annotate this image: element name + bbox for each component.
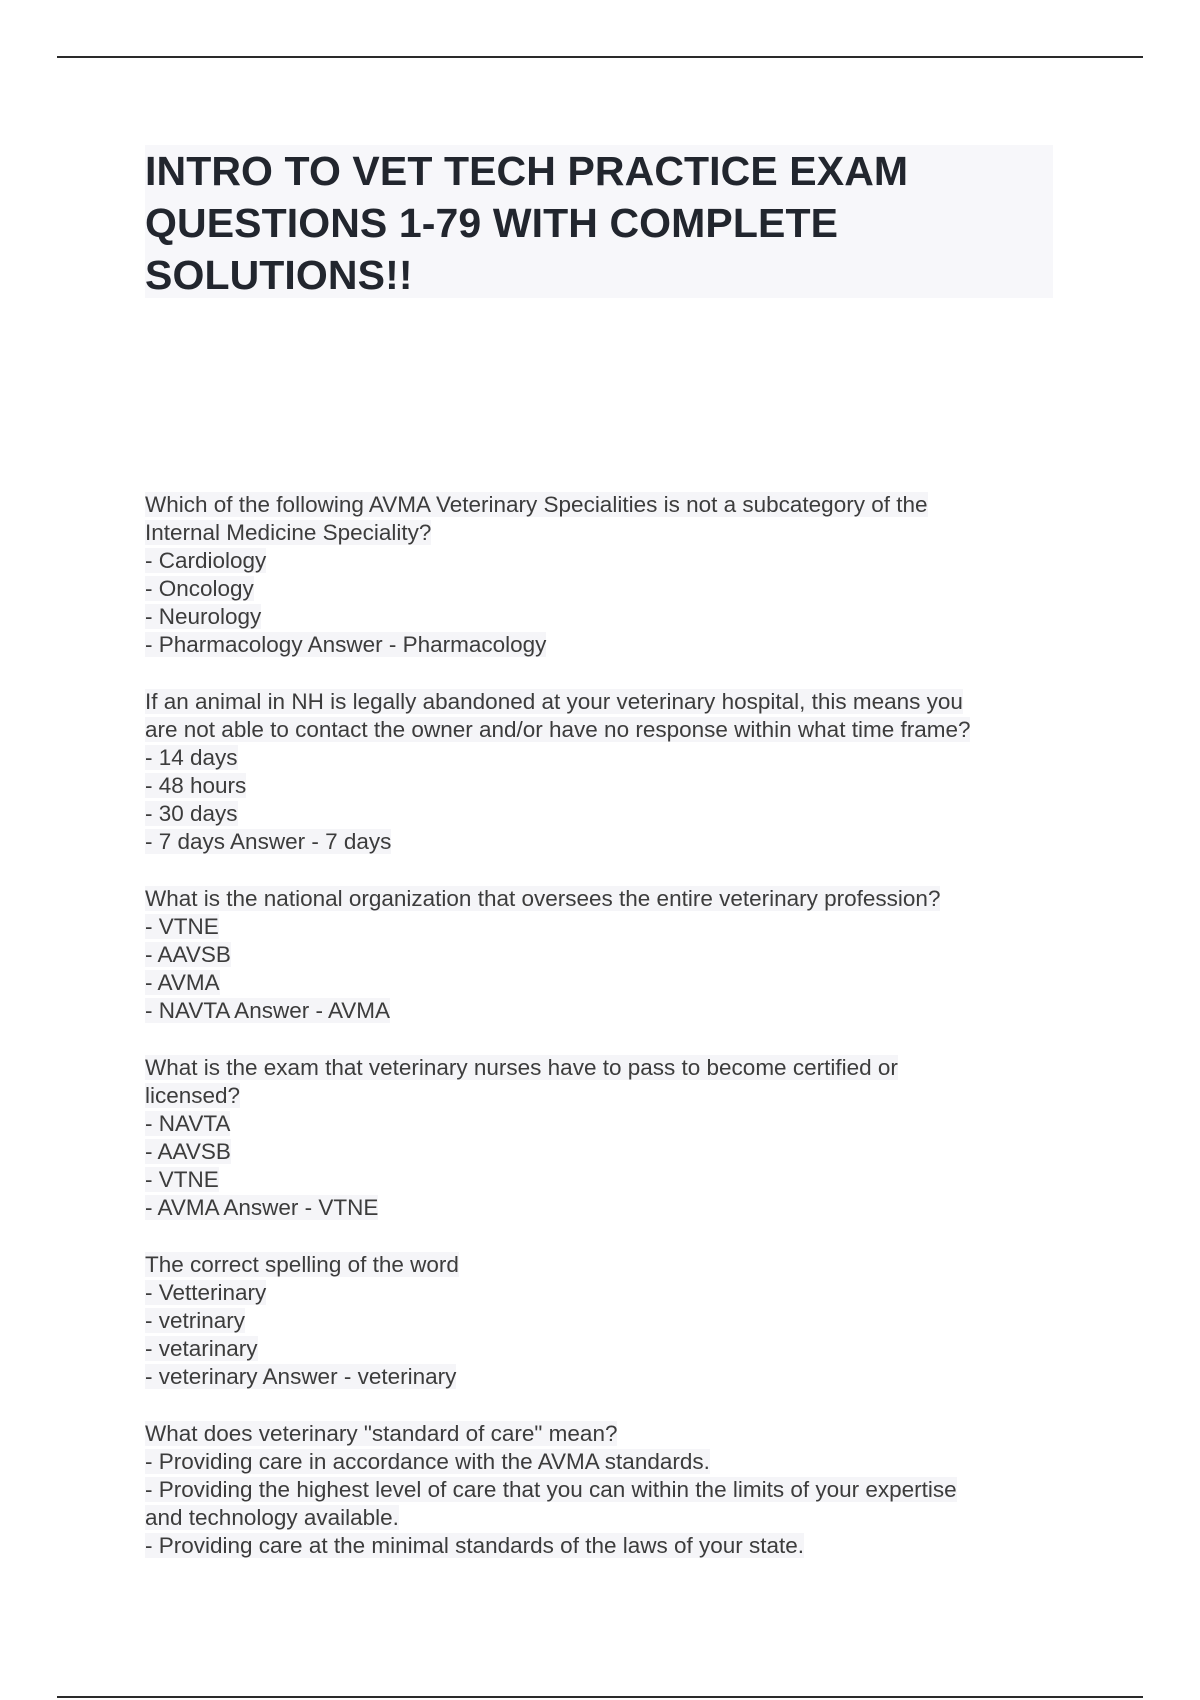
title-line: INTRO TO VET TECH PRACTICE EXAM: [145, 148, 909, 194]
answer-option: - AVMA Answer - VTNE: [145, 1195, 379, 1220]
question-text: What is the exam that veterinary nurses have to pass to become certified or: [145, 1055, 898, 1080]
answer-option: - NAVTA: [145, 1111, 231, 1136]
document-title: [145, 145, 1053, 301]
answer-option: - 7 days Answer - 7 days: [145, 829, 392, 854]
question-text: The correct spelling of the word: [145, 1252, 459, 1277]
question-block: [145, 1054, 1145, 1222]
answer-option: - Pharmacology Answer - Pharmacology: [145, 632, 547, 657]
question-block: [145, 885, 1145, 1025]
answer-option: - 14 days: [145, 745, 238, 770]
answer-option: - Vetterinary: [145, 1280, 267, 1305]
title-line: QUESTIONS 1-79 WITH COMPLETE: [145, 200, 839, 246]
answer-option: - Providing care in accordance with the AVMA standards.: [145, 1449, 710, 1474]
question-block: [145, 1420, 1145, 1560]
question-block: [145, 688, 1145, 856]
answer-option: - veterinary Answer - veterinary: [145, 1364, 457, 1389]
question-text: What does veterinary "standard of care" mean?: [145, 1421, 618, 1446]
answer-option: - VTNE: [145, 914, 219, 939]
answer-option: - 30 days: [145, 801, 238, 826]
questions-list: [145, 491, 1145, 1589]
question-text: Internal Medicine Speciality?: [145, 520, 432, 545]
answer-option: - Providing the highest level of care that you can within the limits of your expertise: [145, 1477, 957, 1502]
top-rule: [57, 56, 1143, 58]
bottom-rule: [57, 1696, 1143, 1698]
answer-option: - vetarinary: [145, 1336, 258, 1361]
answer-option: and technology available.: [145, 1505, 399, 1530]
question-block: [145, 1251, 1145, 1391]
answer-option: - VTNE: [145, 1167, 219, 1192]
answer-option: - 48 hours: [145, 773, 247, 798]
title-line: SOLUTIONS!!: [145, 252, 413, 298]
answer-option: - vetrinary: [145, 1308, 246, 1333]
answer-option: - NAVTA Answer - AVMA: [145, 998, 391, 1023]
question-text: Which of the following AVMA Veterinary Specialities is not a subcategory of the: [145, 492, 928, 517]
answer-option: - Providing care at the minimal standards of the laws of your state.: [145, 1533, 805, 1558]
answer-option: - Neurology: [145, 604, 262, 629]
answer-option: - Oncology: [145, 576, 254, 601]
title-block: [145, 145, 1053, 298]
question-text: are not able to contact the owner and/or have no response within what time frame?: [145, 717, 971, 742]
question-text: licensed?: [145, 1083, 241, 1108]
answer-option: - AAVSB: [145, 1139, 231, 1164]
question-block: [145, 491, 1145, 659]
answer-option: - AAVSB: [145, 942, 231, 967]
question-text: If an animal in NH is legally abandoned at your veterinary hospital, this means you: [145, 689, 963, 714]
answer-option: - Cardiology: [145, 548, 267, 573]
question-text: What is the national organization that oversees the entire veterinary profession?: [145, 886, 941, 911]
answer-option: - AVMA: [145, 970, 220, 995]
